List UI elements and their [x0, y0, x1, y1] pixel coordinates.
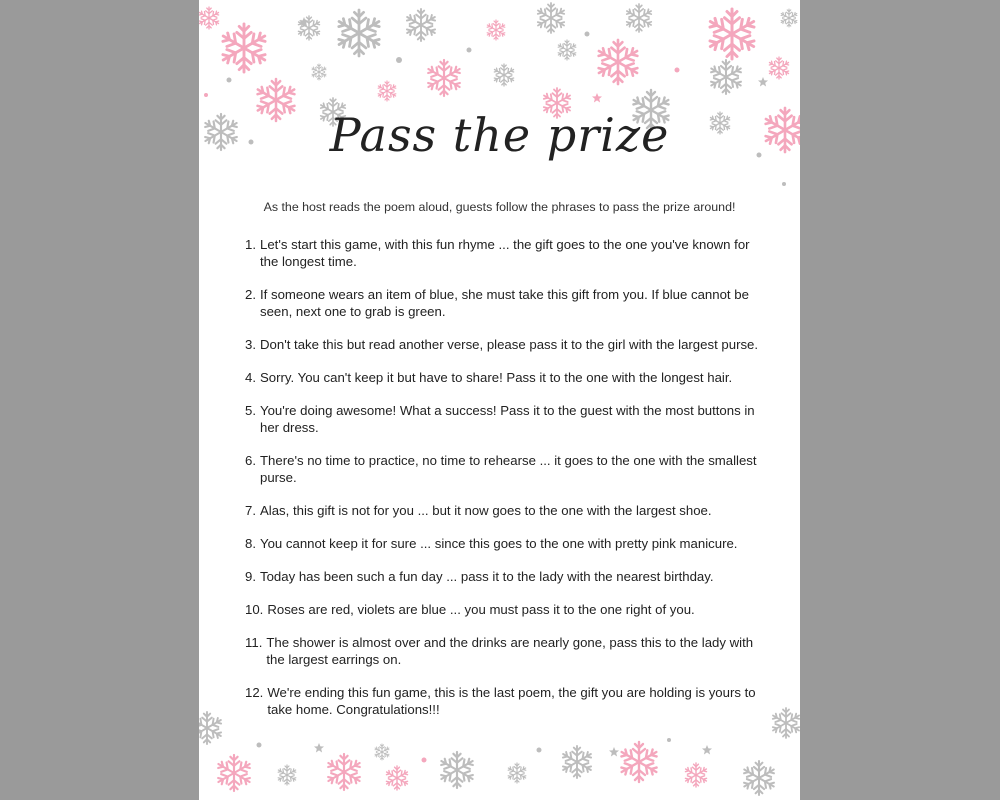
item-number: 2.: [245, 287, 256, 302]
snowflake-icon: [507, 763, 527, 783]
snowflake-icon: [768, 57, 790, 79]
snowflake-icon: [216, 755, 253, 791]
poem-list: [245, 236, 765, 734]
item-text: You're doing awesome! What a success! Pass it to the guest with the most buttons in her dress.: [260, 403, 755, 435]
list-item: [245, 568, 765, 585]
dot-icon: [422, 758, 427, 763]
item-number: 4.: [245, 370, 256, 385]
snowflake-icon: [557, 40, 577, 60]
list-item: [245, 452, 765, 486]
snowflake-icon: [374, 744, 390, 760]
star-icon: [758, 77, 768, 87]
list-item: [245, 502, 765, 519]
snowflake-icon: [439, 752, 476, 788]
item-text: Don't take this but read another verse, please pass it to the girl with the largest purse.: [260, 337, 759, 352]
snowflake-icon: [684, 763, 708, 787]
dot-icon: [585, 32, 590, 37]
snowflake-icon: [277, 765, 297, 785]
snowflake-icon: [426, 60, 463, 96]
item-number: 3.: [245, 337, 256, 352]
snowflake-icon: [199, 7, 220, 29]
item-text: Today has been such a fun day ... pass it to the lady with the nearest birthday.: [260, 569, 714, 584]
snowflake-icon: [311, 64, 327, 80]
item-number: 12.: [245, 685, 264, 700]
item-text: Roses are red, violets are blue ... you must pass it to the one right of you.: [267, 602, 695, 617]
item-number: 1.: [245, 237, 256, 252]
item-text: If someone wears an item of blue, she must take this gift from you. If blue cannot be seen, next one to grab is green.: [260, 287, 749, 319]
snowflake-icon: [326, 754, 363, 790]
star-icon: [314, 743, 324, 753]
item-text: The shower is almost over and the drinks are nearly gone, pass this to the lady with the largest earrings on.: [266, 635, 754, 667]
list-item: [245, 634, 765, 668]
snowflake-icon: [336, 10, 383, 56]
item-text: Let's start this game, with this fun rhyme ... the gift goes to the one you've known for the longest time.: [260, 237, 750, 269]
star-icon: [592, 93, 602, 103]
item-text: We're ending this fun game, this is the last poem, the gift you are holding is yours to take home. Congratulations!!!: [267, 685, 756, 717]
list-item: [245, 535, 765, 552]
star-icon: [702, 745, 712, 755]
item-number: 5.: [245, 403, 256, 418]
snowflake-icon: [771, 708, 800, 738]
snowflake-icon: [536, 3, 566, 33]
snowflake-icon: [199, 712, 223, 744]
dot-icon: [396, 57, 402, 63]
dot-icon: [675, 68, 680, 73]
snowflake-icon: [742, 761, 777, 795]
snowflake-icon: [405, 9, 438, 41]
dot-icon: [782, 182, 786, 186]
dot-icon: [467, 48, 472, 53]
dot-icon: [204, 93, 208, 97]
snowflake-icon: [385, 766, 409, 790]
list-item: [245, 369, 765, 386]
dot-icon: [227, 78, 232, 83]
list-item: [245, 236, 765, 270]
item-number: 9.: [245, 569, 256, 584]
dot-icon: [257, 743, 262, 748]
item-number: 10.: [245, 602, 264, 617]
snowflake-icon: [377, 81, 397, 101]
snowflake-icon: [297, 16, 321, 40]
list-item: [245, 336, 765, 353]
snowflake-icon: [493, 64, 515, 86]
star-icon: [609, 747, 619, 757]
game-card: [199, 0, 800, 800]
list-item: [245, 286, 765, 320]
page-title: Pass the prize: [329, 108, 670, 162]
item-text: Sorry. You can't keep it but have to share! Pass it to the one with the longest hair.: [260, 370, 733, 385]
item-number: 7.: [245, 503, 256, 518]
snowflake-icon: [619, 742, 660, 782]
item-text: Alas, this gift is not for you ... but it now goes to the one with the largest shoe.: [260, 503, 712, 518]
snowflake-icon: [707, 9, 758, 59]
dot-icon: [537, 748, 542, 753]
instructions-text: As the host reads the poem aloud, guests follow the phrases to pass the prize around!: [263, 200, 736, 214]
snowflake-icon: [220, 24, 269, 72]
snowflake-icon: [625, 4, 653, 32]
list-item: [245, 684, 765, 718]
item-text: There's no time to practice, no time to rehearse ... it goes to the one with the smallest purse.: [260, 453, 757, 485]
item-number: 11.: [245, 635, 263, 650]
snowflake-icon: [596, 40, 641, 84]
item-text: You cannot keep it for sure ... since this goes to the one with pretty pink manicure.: [260, 536, 738, 551]
list-item: [245, 402, 765, 436]
item-number: 8.: [245, 536, 256, 551]
dot-icon: [667, 738, 671, 742]
item-number: 6.: [245, 453, 256, 468]
list-item: [245, 601, 765, 618]
snowflake-icon: [709, 60, 744, 94]
snowflake-icon: [486, 20, 506, 40]
snowflake-icon: [780, 9, 798, 27]
snowflake-icon: [561, 746, 594, 778]
